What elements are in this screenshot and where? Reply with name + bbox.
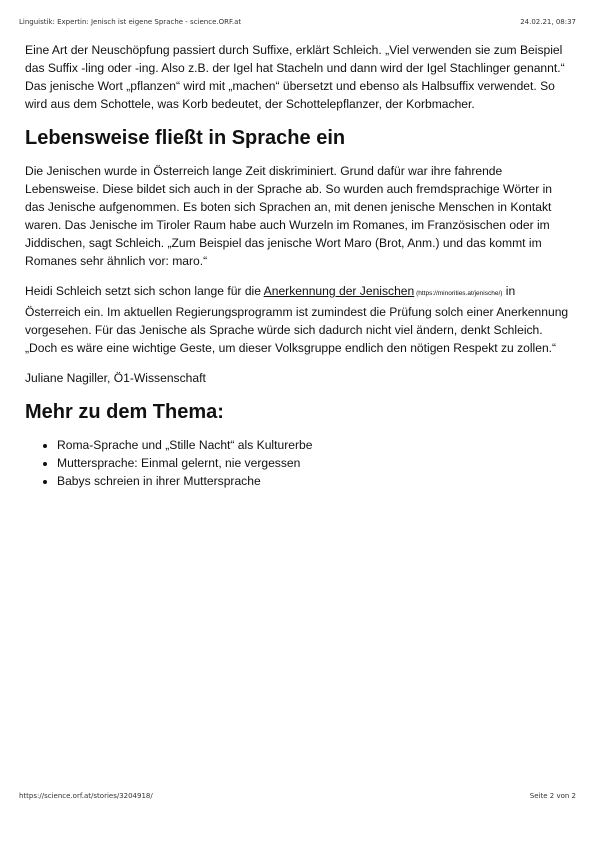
paragraph-text-after-link: in Österreich ein. Im aktuellen Regierungsprogramm ist zumindest die Prüfung solch einer Anerkennung vorgesehen. Für das Jenische als Sprache würde sich dadurch nicht viel ändern, denkt Schleich. „Doch es wäre eine wichtige Geste, um dieser Volksgruppe endlich den nötigen Respekt zu zollen.“ [25,284,569,355]
related-item-babys[interactable]: • Babys schreien in ihrer Muttersprache [57,472,573,490]
print-footer [19,792,576,800]
print-timestamp: 24.02.21, 08:37 [520,18,576,26]
page-title: Linguistik: Expertin: Jenisch ist eigene Sprache - science.ORF.at [19,18,242,26]
related-list [25,436,573,490]
footer-url: https://science.orf.at/stories/3204918/ [19,792,153,800]
paragraph-recognition [25,282,573,357]
paragraph-text-before-link: Heidi Schleich setzt sich schon lange für die [25,284,264,298]
link-url: (https://minorities.at/jenische/) [414,290,503,297]
section-heading-mehr-zum-thema: Mehr zu dem Thema: [25,401,224,423]
paragraph-discrimination: Die Jenischen wurde in Österreich lange Zeit diskriminiert. Grund dafür war ihre fahrende Lebensweise. Diese bildet sich auch in der Sprache ab. So wurden auch fremdsprachige Wörter in das Jenische aufgenommen. Es boten sich Sprachen an, mit denen jenische Menschen in Kontakt waren. Das Jenische im Tiroler Raum habe auch Wurzeln im Romanes, im Französischen oder im Jiddischen, sagt Schleich. „Zum Beispiel das jenische Wort Maro (Brot, Anm.) und das kommt im Romanes sehr ähnlich vor: maro.“ [25,164,553,268]
paragraph-suffixes: Eine Art der Neuschöpfung passiert durch Suffixe, erklärt Schleich. „Viel verwenden sie zum Beispiel das Suffix -ling oder -ing. Also z.B. der Igel hat Stacheln und dann wird der Igel Stachlinger genannt.“ Das jenische Wort „pflanzen“ wird mit „machen“ übersetzt und ebenso als Halbsuffix verwendet. So wird aus dem Schottele, was Korb bedeutet, der Schottelepflanzer, der Korbmacher. [25,43,565,111]
related-item-muttersprache[interactable]: • Muttersprache: Einmal gelernt, nie vergessen [57,454,573,472]
author-byline: Juliane Nagiller, Ö1-Wissenschaft [25,371,206,385]
article-body [25,41,573,490]
link-anerkennung-jenischen[interactable]: Anerkennung der Jenischen [263,284,415,298]
related-item-roma-sprache[interactable]: • Roma-Sprache und „Stille Nacht“ als Kulturerbe [57,436,573,454]
section-heading-lebensweise: Lebensweise fließt in Sprache ein [25,127,346,149]
page-number: Seite 2 von 2 [529,792,576,800]
print-header [19,18,576,26]
